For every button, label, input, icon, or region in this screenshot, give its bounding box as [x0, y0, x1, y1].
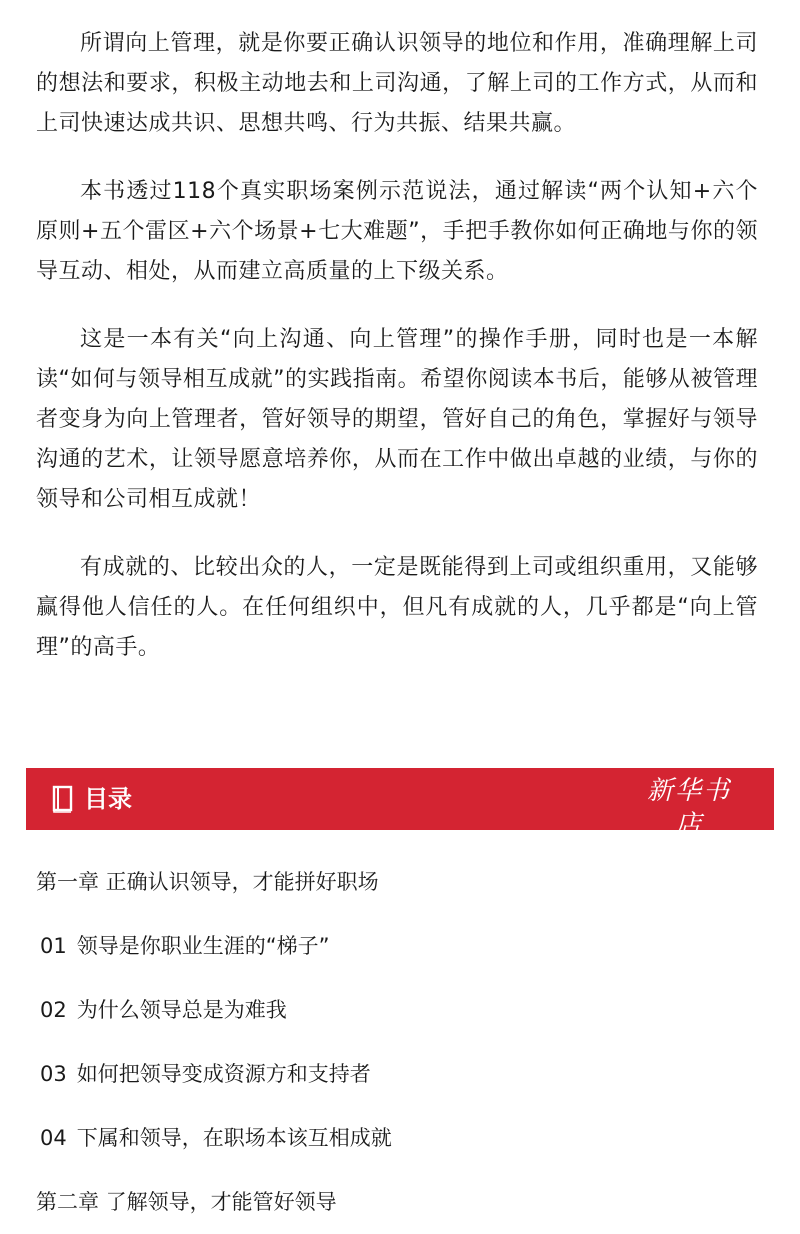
toc-section-04[interactable] [36, 1106, 766, 1170]
toc-section-title: 下属和领导，在职场本该互相成就 [76, 1126, 392, 1150]
toc-section-number: 04 [40, 1126, 67, 1150]
toc-banner [26, 768, 774, 853]
toc-section-title: 领导是你职业生涯的“梯子” [76, 934, 330, 958]
intro-section [36, 24, 758, 696]
toc-section-number: 03 [40, 1062, 67, 1086]
toc-section-01[interactable] [36, 914, 766, 978]
intro-paragraph-3: 这是一本有关“向上沟通、向上管理”的操作手册，同时也是一本解读“如何与领导相互成就”的实践指南。希望你阅读本书后，能够从被管理者变身为向上管理者，管好领导的期望，管好自己的角色，掌握好与领导沟通的艺术，让领导愿意培养你，从而在工作中做出卓越的业绩，与你的领导和公司相互成就！ [36, 327, 758, 512]
toc-section-title: 为什么领导总是为难我 [76, 998, 287, 1022]
intro-paragraph-1: 所谓向上管理，就是你要正确认识领导的地位和作用，准确理解上司的想法和要求，积极主动地去和上司沟通，了解上司的工作方式，从而和上司快速达成共识、思想共鸣、行为共振、结果共赢。 [36, 31, 758, 136]
intro-paragraph-2: 本书透过118个真实职场案例示范说法，通过解读“两个认知+六个原则+五个雷区+六个场景+七大难题”，手把手教你如何正确地与你的领导互动、相处，从而建立高质量的上下级关系。 [36, 179, 758, 284]
toc-title: 目录 [84, 785, 132, 813]
toc-section-number: 01 [40, 934, 67, 958]
toc-section-02[interactable] [36, 978, 766, 1042]
toc-section-03[interactable] [36, 1042, 766, 1106]
book-icon [50, 785, 74, 813]
brand-english: XINHUA BOOKSTORE [640, 845, 738, 853]
toc-section-title: 如何把领导变成资源方和支持者 [76, 1062, 371, 1086]
toc-section-number: 02 [40, 998, 67, 1022]
brand-chinese: 新华书店 [646, 776, 731, 840]
table-of-contents [36, 850, 766, 1234]
intro-paragraph-4: 有成就的、比较出众的人，一定是既能得到上司或组织重用，又能够赢得他人信任的人。在任何组织中，但凡有成就的人，几乎都是“向上管理”的高手。 [36, 555, 758, 660]
xinhua-bookstore-logo [634, 774, 744, 854]
toc-chapter-2[interactable]: 第二章 了解领导，才能管好领导 [36, 1190, 337, 1214]
toc-chapter-1[interactable]: 第一章 正确认识领导，才能拼好职场 [36, 870, 379, 894]
